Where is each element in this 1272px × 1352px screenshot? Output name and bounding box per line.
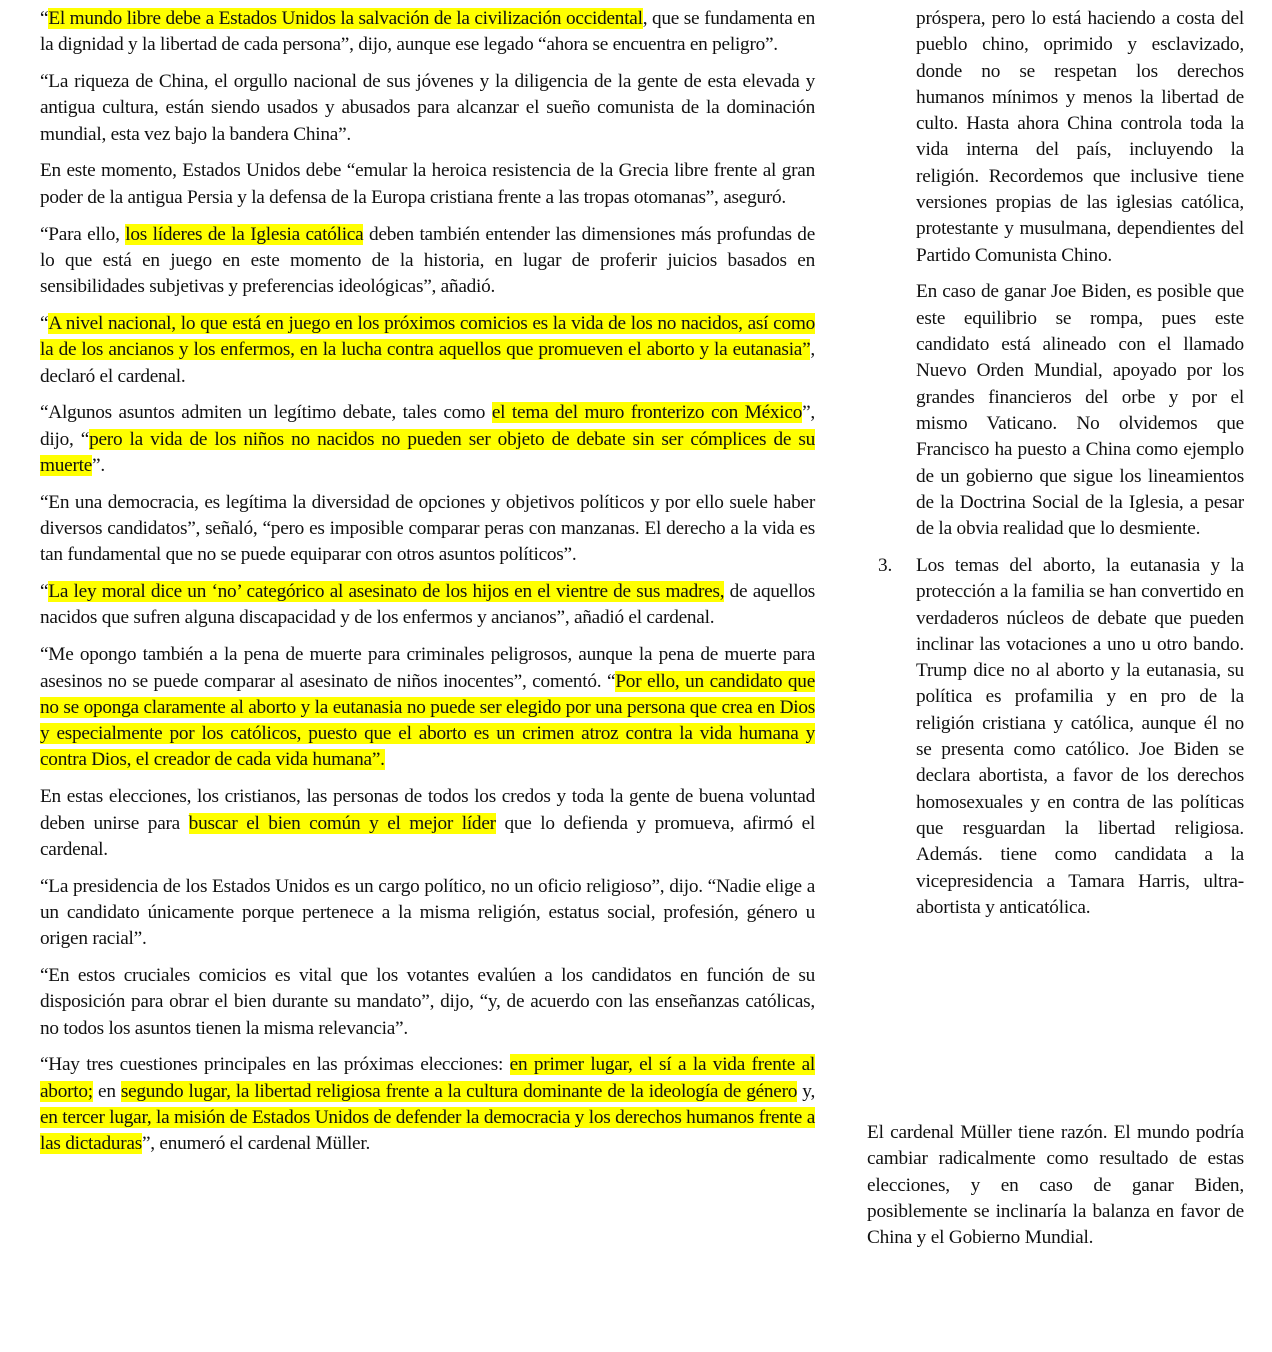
text-segment: ”, dijo, “ (40, 402, 815, 450)
text-segment: “Hay tres cuestiones principales en las próximas elecciones: (40, 1054, 510, 1076)
paragraph (40, 1052, 815, 1157)
text-segment: “La presidencia de los Estados Unidos es un cargo político, no un oficio religioso”, dijo. “Nadie elige a un candidato únicamente porque pertenece a la misma religión, estatus social, profesión, género u origen racial”. (40, 875, 815, 950)
paragraph (40, 400, 815, 479)
paragraph (40, 642, 815, 773)
text-segment: “En una democracia, es legítima la diversidad de opciones y objetivos políticos y por ello suele haber diversos candidatos”, señaló, “pero es imposible comparar peras con manzanas. El derecho a la vida es tan fundamental que no se puede equiparar con otros asuntos políticos”. (40, 491, 815, 566)
right-column (878, 6, 1244, 932)
highlighted-text: El mundo libre debe a Estados Unidos la salvación de la civilización occidental (48, 8, 643, 29)
highlighted-text: en tercer lugar, la misión de Estados Unidos de defender la democracia y los derechos humanos frente a las dictaduras (40, 1106, 815, 1155)
text-segment: “ (40, 312, 49, 334)
text-segment: que lo defienda y promueva, afirmó el cardenal. (40, 812, 816, 860)
text-segment: y, (797, 1080, 816, 1102)
text-segment: “La riqueza de China, el orgullo nacional de sus jóvenes y la diligencia de la gente de esta elevada y antigua cultura, están siendo usados y abusados para alcanzar el sueño comunista de la dominación mundial, esta vez bajo la bandera China”. (40, 71, 815, 145)
text-segment: “ (40, 8, 49, 29)
highlighted-text: buscar el bien común y el mejor líder (188, 812, 496, 834)
text-segment: “ (40, 581, 49, 603)
paragraph (40, 784, 815, 863)
paragraph (40, 874, 815, 953)
paragraph (40, 490, 815, 569)
paragraph (40, 222, 815, 301)
paragraph (40, 158, 815, 211)
paragraph (40, 963, 815, 1042)
list-number: 3. (878, 554, 893, 576)
left-column (40, 6, 815, 1168)
text-segment: En estas elecciones, los cristianos, las personas de todos los credos y toda la gente de buena voluntad deben unirse para (40, 786, 815, 834)
highlighted-text: La ley moral dice un ‘no’ categórico al asesinato de los hijos en el vientre de sus madres, (48, 581, 725, 603)
paragraph (40, 311, 815, 390)
text-segment: deben también entender las dimensiones más profundas de lo que está en juego en este momento de la historia, en lugar de proferir juicios basados en sensibilidades subjetivas y preferencias ideológicas”, añadió. (40, 223, 816, 298)
highlighted-text: Por ello, un candidato que no se oponga claramente al aborto y la eutanasia no puede ser elegido por una persona que crea en Dios (40, 670, 815, 718)
paragraph: En caso de ganar Joe Biden, es posible que este equilibrio se rompa, pues este candidato está alineado con el llamado Nuevo Orden Mundial, apoyado por los grandes financieros del orbe y por el mismo Vaticano. No olvidemos que Francisco ha puesto a China como ejemplo de un gobierno que sigue los lineamientos de la Doctrina Social de la Iglesia, a pesar de la obvia realidad que lo desmiente. (916, 281, 1244, 540)
paragraph (40, 69, 815, 148)
highlighted-text: y especialmente por los católicos, puesto que el aborto es un crimen atroz contra la vida humana y contra Dios, el creador de cada vida humana”. (40, 723, 815, 771)
highlighted-text: los líderes de la Iglesia católica (125, 223, 364, 245)
paragraph (40, 6, 815, 59)
text-segment: “Para ello, (40, 223, 126, 245)
text-segment: “Algunos asuntos admiten un legítimo debate, tales como (40, 402, 492, 424)
list-item-text: Los temas del aborto, la eutanasia y la protección a la familia se han convertido en verdaderos núcleos de debate que pueden inclinar las votaciones a uno u otro bando. Trump dice no al aborto y la eutanasia, su política es profamilia y en pro de la religión cristiana y católica, aunque él no se presenta como católico. Joe Biden se declara abortista, a favor de los derechos homosexuales y en contra de las políticas que resguardan la libertad religiosa. Además. tiene como candidata a la vicepresidencia a Tamara Harris, ultra-abortista y anticatólica. (916, 554, 1244, 918)
text-segment: “En estos cruciales comicios es vital que los votantes evalúen a los candidatos en función de su disposición para obrar el bien durante su mandato”, dijo, “y, de acuerdo con las enseñanzas católicas, no todos los asuntos tienen la misma relevancia”. (40, 965, 815, 1039)
paragraph-continuation: próspera, pero lo está haciendo a costa del pueblo chino, oprimido y esclavizado, donde no se respetan los derechos humanos mínimos y menos la libertad de culto. Hasta ahora China controla toda la vida interna del país, incluyendo la religión. Recordemos que inclusive tiene versiones propias de las iglesias católica, protestante y musulmana, dependientes del Partido Comunista Chino. (916, 8, 1244, 266)
text-segment: ”. (92, 454, 105, 476)
paragraph (40, 579, 815, 632)
text-segment: ”, enumeró el cardenal Müller. (141, 1133, 371, 1155)
highlighted-text: en primer lugar, el sí a la vida frente al aborto; (40, 1054, 815, 1102)
highlighted-text: A nivel nacional, lo que está en juego en los próximos comicios es la vida de los no nacidos, así como la de los ancianos y los enfermos, en la lucha contra aquellos que promueven el aborto y la eutanasia” (40, 312, 815, 361)
text-segment: , que se fundamenta en la dignidad y la libertad de cada persona”, dijo, aunque ese legado “ahora se encuentra en peligro”. (40, 8, 815, 56)
text-segment: En este momento, Estados Unidos debe “emular la heroica resistencia de la Grecia libre frente al gran poder de la antigua Persia y la defensa de la Europa cristiana frente a las tropas otomanas”, aseguró. (40, 160, 815, 208)
highlighted-text: pero la vida de los niños no nacidos no pueden ser objeto de debate sin ser cómplices de su muerte (40, 428, 815, 476)
highlighted-text: segundo lugar, la libertad religiosa frente a la cultura dominante de la ideología de género (120, 1080, 798, 1102)
numbered-list-item (878, 553, 1244, 921)
closing-paragraph: El cardenal Müller tiene razón. El mundo podría cambiar radicalmente como resultado de estas elecciones, y en caso de ganar Biden, posiblemente se inclinaría la balanza en favor de China y el Gobierno Mundial. (867, 1122, 1244, 1249)
text-segment: en (92, 1080, 121, 1102)
highlighted-text: el tema del muro fronterizo con México (491, 402, 803, 424)
text-segment: , declaró el cardenal. (40, 339, 815, 387)
text-segment: “Me opongo también a la pena de muerte para criminales peligrosos, aunque la pena de muerte para asesinos no se puede comparar al asesinato de niños inocentes”, comentó. “ (40, 644, 815, 692)
text-segment: de aquellos nacidos que sufren alguna discapacidad y de los enfermos y ancianos”, añadió el cardenal. (40, 581, 815, 629)
